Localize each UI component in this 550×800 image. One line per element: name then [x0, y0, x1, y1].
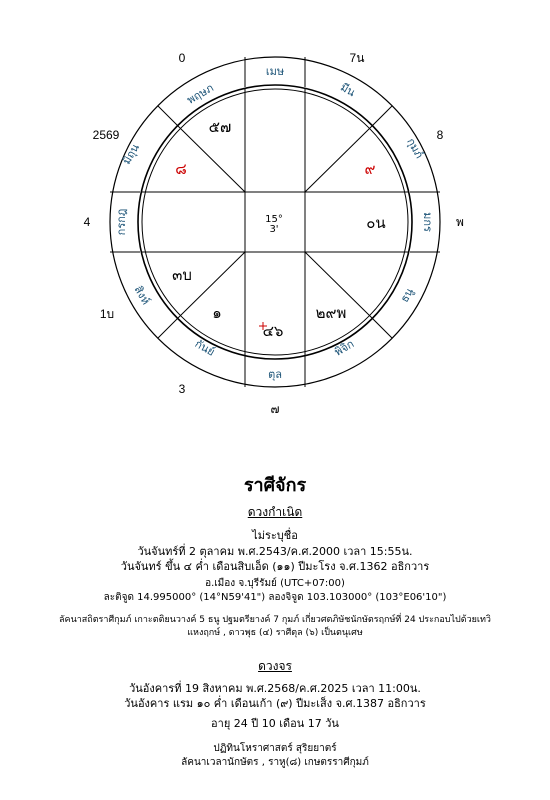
- house-6: ๑: [212, 304, 222, 322]
- birth-heading: ดวงกำเนิด: [247, 505, 303, 519]
- zodiac-pruek: พฤษภ: [184, 81, 216, 107]
- zodiac-mesh: เมษ: [265, 65, 285, 78]
- transit-date: วันอังคารที่ 19 สิงหาคม พ.ศ.2568/ค.ศ.2025 เวลา 11:00น.: [129, 682, 421, 695]
- label-left-top: 2569: [92, 128, 120, 142]
- lagna-description-2: แหงฤกษ์ , ดาวพุธ (๔) ราศีตุล (๖) เป็นตนุเศษ: [187, 628, 363, 638]
- house-5: ๓บ: [172, 266, 192, 284]
- lagna-degree: 15°: [265, 214, 283, 225]
- label-right-mid: พ: [456, 215, 464, 229]
- label-top-right: 7น: [349, 51, 365, 65]
- zodiac-mangkon: มกร: [421, 212, 434, 232]
- house-1: ๕๗: [208, 118, 232, 136]
- lagna-minute: 3': [269, 224, 279, 235]
- zodiac-kan: กันย์: [192, 337, 217, 359]
- birth-date: วันจันทร์ที่ 2 ตุลาคม พ.ศ.2543/ค.ศ.2000 เวลา 15:55น.: [137, 545, 413, 558]
- zodiac-sing: สิงห์: [131, 283, 153, 307]
- birth-location: อ.เมือง จ.บุรีรัมย์ (UTC+07:00): [205, 578, 345, 589]
- zodiac-mithun: มิถุน: [119, 141, 142, 167]
- transit-lunar-date: วันอังคาร แรม ๑๐ ค่ำ เดือนเก้า (๙) ปีมะเส็ง จ.ศ.1387 อธิกวาร: [124, 697, 426, 710]
- birth-lunar-date: วันจันทร์ ขึ้น ๔ ค่ำ เดือนสิบเอ็ด (๑๑) ปีมะโรง จ.ศ.1362 อธิกวาร: [120, 560, 430, 573]
- label-top-left: 0: [178, 51, 186, 65]
- house-2: ๘: [175, 160, 187, 178]
- zodiac-tul: ตุล: [268, 368, 282, 381]
- zodiac-thanu: ธนู: [397, 285, 417, 305]
- page-title: ราศีจักร: [243, 475, 307, 496]
- house-4: ๐น: [366, 214, 386, 232]
- footer-calendar: ปฏิทินโหราศาสตร์ สุริยยาตร์: [213, 743, 337, 754]
- zodiac-pijik: พิจิก: [332, 337, 357, 359]
- transit-heading: ดวงจร: [258, 659, 292, 673]
- house-3: ๙: [364, 160, 376, 178]
- age: อายุ 24 ปี 10 เดือน 17 วัน: [211, 717, 339, 730]
- footer-note: ลัคนาเวลานักษัตร , ราหู(๘) เกษตรราศีกุมภ์: [181, 757, 369, 768]
- birth-name: ไม่ระบุชื่อ: [252, 529, 298, 542]
- birth-coordinates: ละติจูด 14.995000° (14°N59'41") ลองจิจูด 103.103000° (103°E06'10"): [103, 592, 447, 603]
- lagna-description-1: ลัคนาสถิตราศีกุมภ์ เกาะตติยนวางค์ 5 ธนู ปฐมตรียางค์ 7 กุมภ์ เกี่ยวศตภิษัชนักษัตรฤกษ์ที่ 24 ประกอบไปด้วยเทวิ: [59, 615, 491, 625]
- zodiac-kum: กุมภ์: [404, 135, 426, 161]
- house-7: ๔๖: [262, 322, 284, 340]
- zodiac-kon: กรกฎ: [115, 208, 128, 236]
- label-bottom: ๗: [270, 402, 280, 416]
- label-left-bottom: 1บ: [99, 307, 115, 321]
- house-8: ๒๙พ: [315, 304, 347, 322]
- label-right-top: 8: [436, 128, 444, 142]
- label-left-mid: 4: [83, 215, 91, 229]
- zodiac-meen: มีน: [338, 80, 358, 100]
- label-bottom-left: 3: [178, 382, 186, 396]
